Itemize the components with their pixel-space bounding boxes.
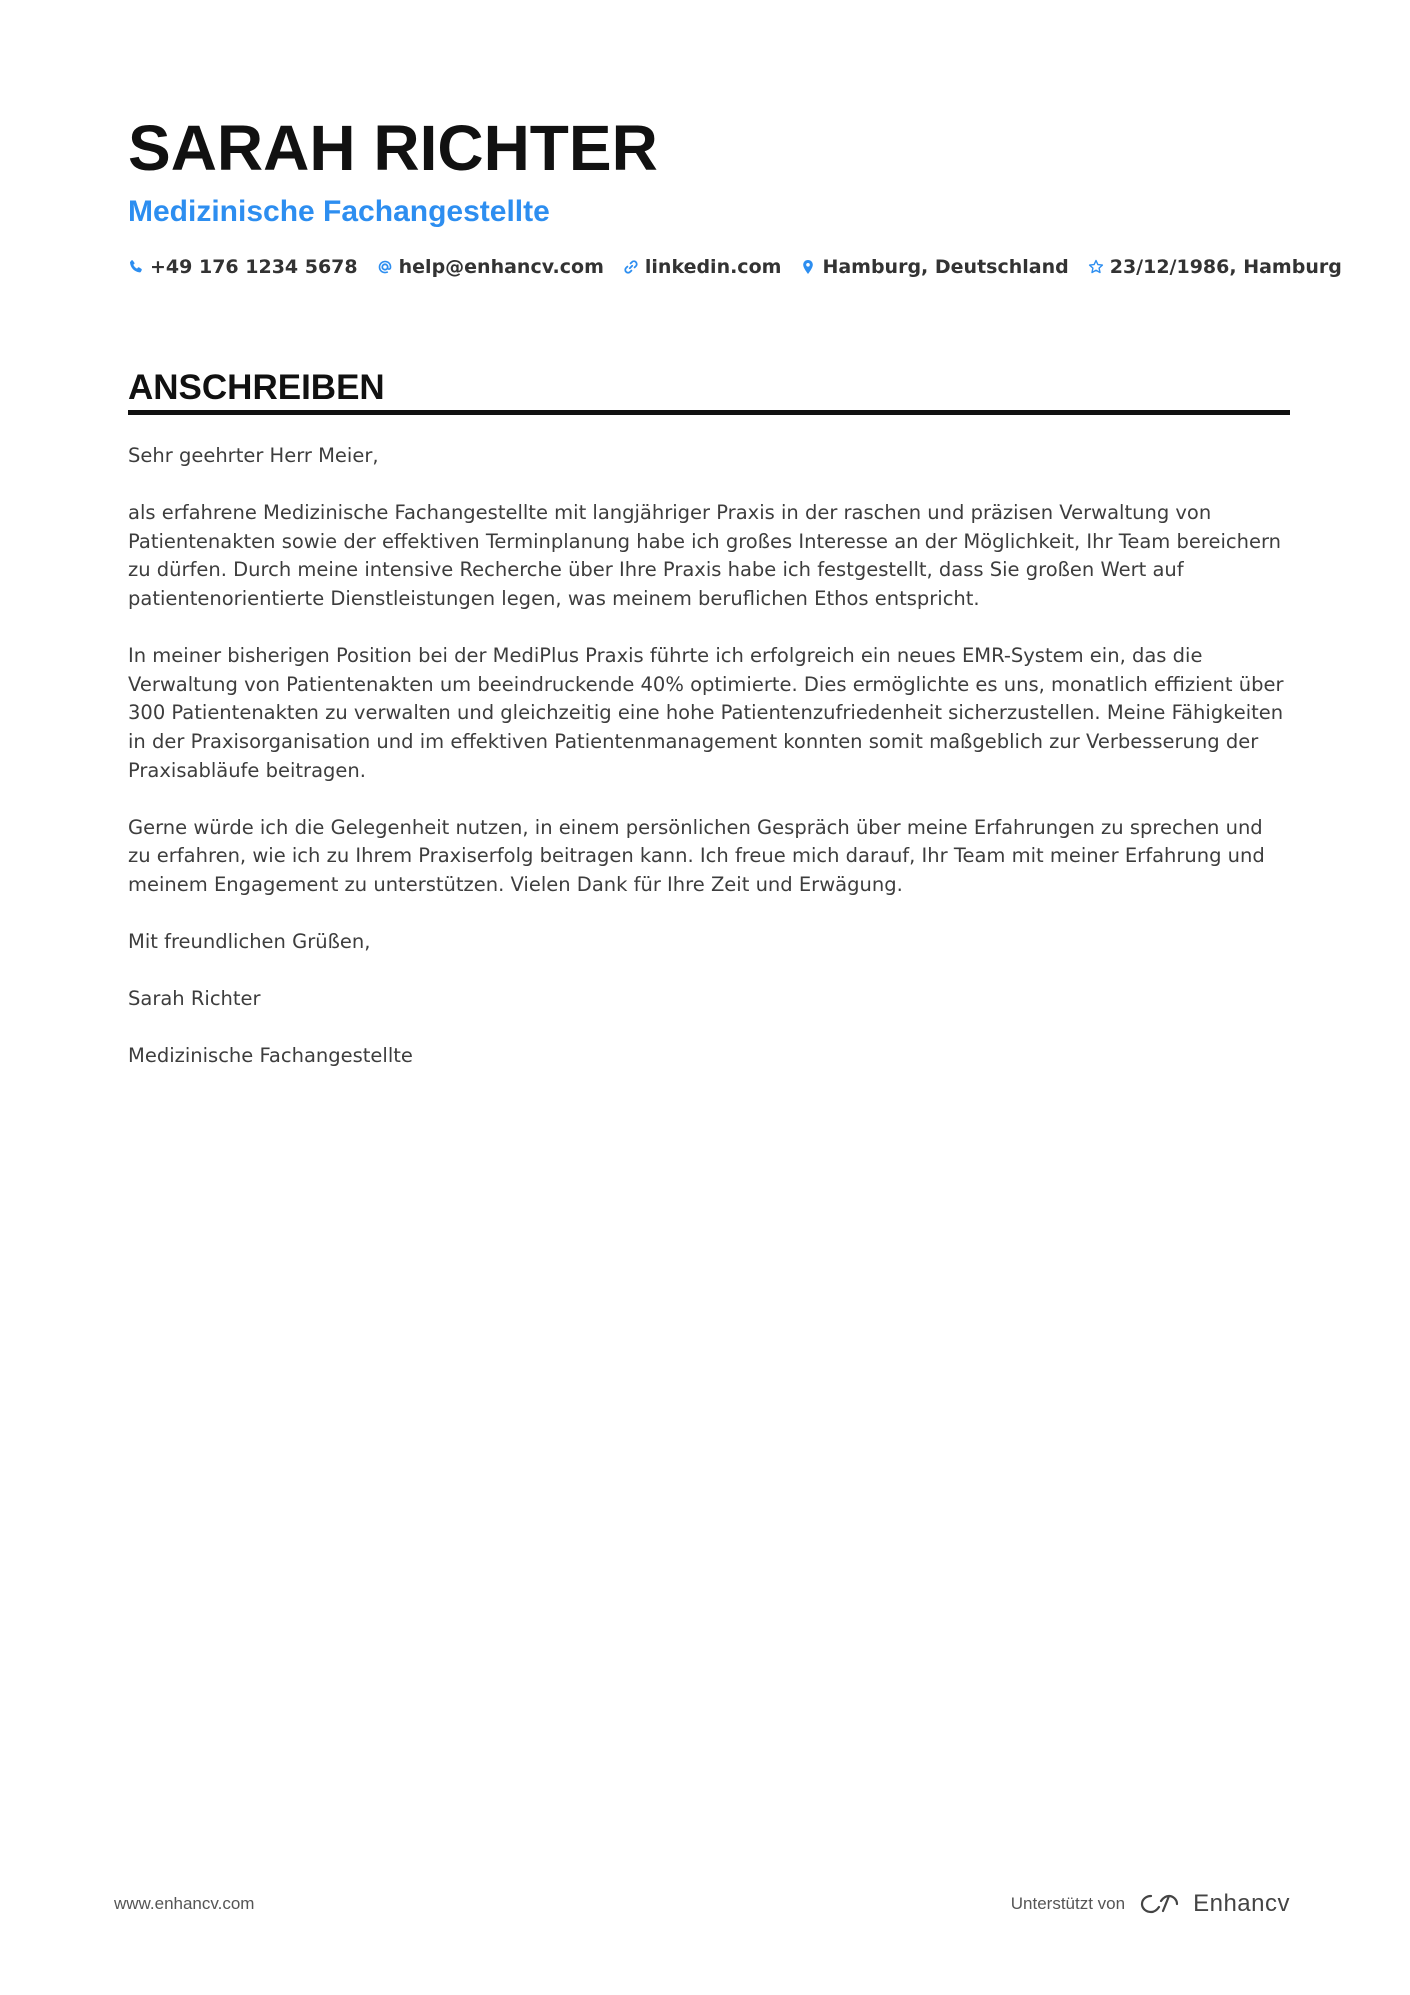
job-title: Medizinische Fachangestellte xyxy=(128,195,550,228)
link-icon xyxy=(623,258,639,276)
footer-brand[interactable] xyxy=(1011,1890,1290,1918)
section-divider xyxy=(128,410,1290,415)
enhancv-logo-text: Enhancv xyxy=(1193,1890,1290,1917)
letter-salutation: Sehr geehrter Herr Meier, xyxy=(128,444,379,467)
phone-icon xyxy=(128,258,144,276)
letter-closing: Mit freundlichen Grüßen, xyxy=(128,930,371,954)
contact-phone[interactable] xyxy=(128,256,358,278)
contact-linkedin-text: linkedin.com xyxy=(644,256,782,278)
contact-phone-text: +49 176 1234 5678 xyxy=(150,256,358,278)
candidate-name: SARAH RICHTER xyxy=(128,112,658,184)
section-heading: ANSCHREIBEN xyxy=(128,368,385,407)
contact-email-text: help@enhancv.com xyxy=(398,256,604,278)
contact-email[interactable] xyxy=(377,256,604,278)
at-icon xyxy=(377,258,393,276)
contact-birth-text: 23/12/1986, Hamburg xyxy=(1109,256,1342,278)
powered-by-label: Unterstützt von xyxy=(1010,1894,1126,1913)
signature-title: Medizinische Fachangestellte xyxy=(128,1044,413,1068)
enhancv-logo-icon xyxy=(1137,1891,1183,1917)
letter-paragraph: Gerne würde ich die Gelegenheit nutzen, in einem persönlichen Gespräch über meine Erfahrungen zu sprechen und zu erfahren, wie ich zu Ihrem Praxiserfolg beitragen kann. Ich freue mich darauf, Ihr Team mit meiner Erfahrung und meinem Engagement zu unterstützen. Vielen Dank für Ihre Zeit und Erwägung. xyxy=(128,815,1265,896)
signature-name: Sarah Richter xyxy=(128,987,261,1011)
letter-paragraph: In meiner bisherigen Position bei der MediPlus Praxis führte ich erfolgreich ein neues EMR-System ein, das die Verwaltung von Patientenakten um beeindruckende 40% optimierte. Dies ermöglichte es uns, monatlich effizient über 300 Patientenakten zu verwalten und gleichzeitig eine hohe Patientenzufriedenheit sicherzustellen. Meine Fähigkeiten in der Praxisorganisation und im effektiven Patientenmanagement konnten somit maßgeblich zur Verbesserung der Praxisabläufe beitragen. xyxy=(128,644,1284,782)
location-pin-icon xyxy=(800,258,816,276)
contact-location xyxy=(800,256,1068,278)
letter-paragraph: als erfahrene Medizinische Fachangestellte mit langjähriger Praxis in der raschen und präzisen Verwaltung von Patientenakten sowie der effektiven Terminplanung habe ich großes Interesse an der Möglichkeit, Ihr Team bereichern zu dürfen. Durch meine intensive Recherche über Ihre Praxis habe ich festgestellt, dass Sie großen Wert auf patientenorientierte Dienstleistungen legen, was meinem beruflichen Ethos entspricht. xyxy=(128,501,1281,610)
contact-birth xyxy=(1088,256,1342,278)
contact-location-text: Hamburg, Deutschland xyxy=(822,256,1069,278)
letter-body xyxy=(128,442,1290,1100)
footer-website-link[interactable]: www.enhancv.com xyxy=(114,1894,255,1913)
contact-linkedin[interactable] xyxy=(623,256,782,278)
contact-bar xyxy=(128,252,1361,282)
star-icon xyxy=(1088,258,1104,276)
